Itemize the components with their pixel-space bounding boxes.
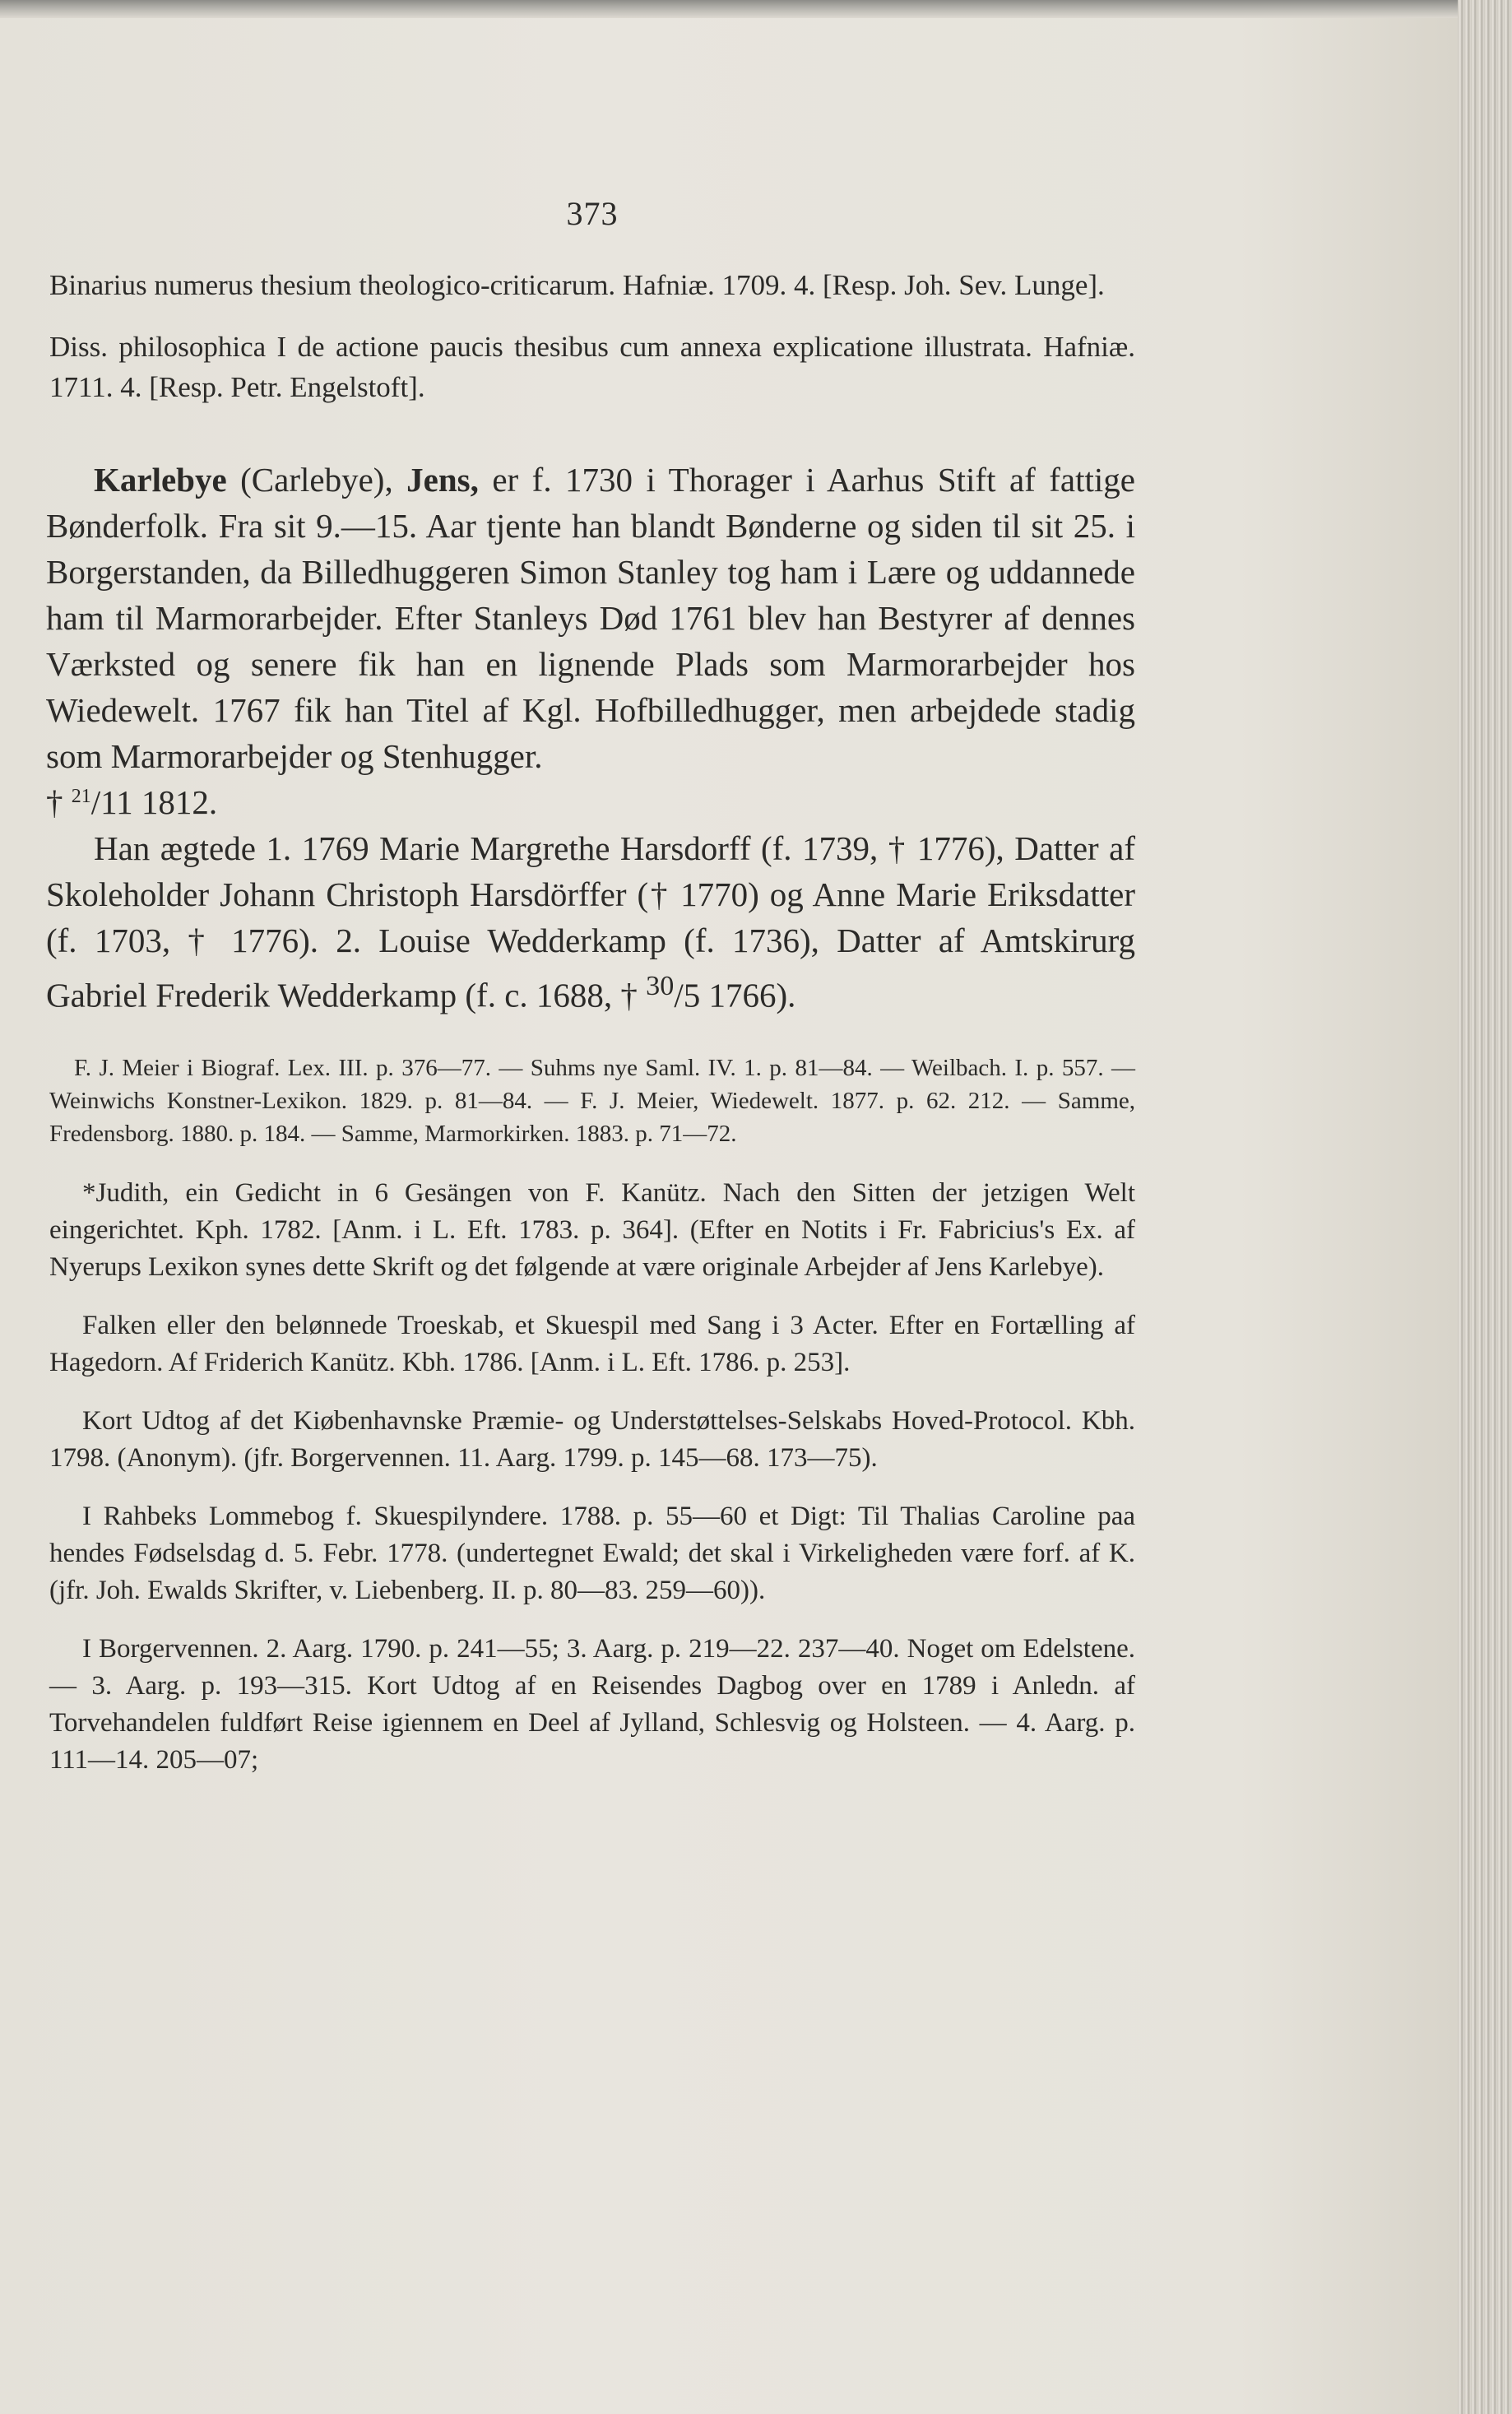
work-entry: Falken eller den belønnede Troeskab, et Skuespil med Sang i 3 Acter. Efter en Fortælling af Hagedorn. Af Friderich Kanütz. Kbh. 1786. [Anm. i L. Eft. 1786. p. 253]. [49, 1310, 1135, 1377]
marriage-death-month: /5 [674, 976, 701, 1014]
death-month: /11 [90, 783, 133, 821]
marriage-death-day: 30 [646, 971, 675, 1001]
page-number: 373 [566, 195, 619, 232]
death-year: 1812. [132, 783, 218, 821]
work-entry: Kort Udtog af det Kiøbenhavnske Præmie- og Understøttelses-Selskabs Hoved-Protocol. Kbh. 1798. (Anonym). (jfr. Borgervennen. 11. Aarg. 1799. p. 145—68. 173—75). [49, 1405, 1135, 1473]
page-content [46, 265, 1135, 1800]
marriage-paragraph [46, 825, 1135, 1019]
marriage-end: 1766). [700, 976, 796, 1014]
biography-paragraph [46, 457, 1135, 825]
references-paragraph: F. J. Meier i Biograf. Lex. III. p. 376—77. — Suhms nye Saml. IV. 1. p. 81—84. — Weilbach. I. p. 557. — Weinwichs Konstner-Lexikon. 1829. p. 81—84. — F. J. Meier, Wiedewelt. 1877. p. 62. 212. — Samme, Fredensborg. 1880. p. 184. — Samme, Marmorkirken. 1883. p. 71—72. [49, 1054, 1135, 1147]
bibliography-entry: Binarius numerus thesium theologico-criticarum. Hafniæ. 1709. 4. [Resp. Joh. Sev. Lunge]. [49, 269, 1105, 301]
entry-surname: Karlebye [94, 461, 227, 499]
death-prefix: † [46, 783, 72, 821]
marriage-text: Han ægtede 1. 1769 Marie Margrethe Harsdorff (f. 1739, † 1776), Datter af Skoleholder Johann Christoph Harsdörffer († 1770) og Anne Marie Eriksdatter (f. 1703, † 1776). 2. Louise Wedderkamp (f. 1736), Datter af Amtskirurg Gabriel Frederik Wedderkamp (f. c. 1688, † [46, 829, 1135, 1014]
work-entry: I Rahbeks Lommebog f. Skuespilyndere. 1788. p. 55—60 et Digt: Til Thalias Caroline paa hendes Fødselsdag d. 5. Febr. 1778. (undertegnet Ewald; det skal i Virkeligheden være forf. af K. (jfr. Joh. Ewalds Skrifter, v. Liebenberg. II. p. 80—83. 259—60)). [49, 1501, 1135, 1605]
death-day: 21 [71, 786, 91, 807]
page-top-edge [0, 0, 1512, 18]
entry-name-variant: (Carlebye), [226, 461, 407, 499]
bibliography-entry: Diss. philosophica I de actione paucis thesibus cum annexa explicatione illustrata. Hafniæ. 1711. 4. [Resp. Petr. Engelstoft]. [49, 331, 1135, 403]
biography-text: er f. 1730 i Thorager i Aarhus Stift af fattige Bønderfolk. Fra sit 9.—15. Aar tjente han blandt Bønderne og siden til sit 25. i Borgerstanden, da Billedhuggeren Simon Stanley tog ham i Lære og uddannede ham til Marmorarbejder. Efter Stanleys Død 1761 blev han Bestyrer af dennes Værksted og senere fik han en lignende Plads som Marmorarbejder hos Wiedewelt. 1767 fik han Titel af Kgl. Hofbilledhugger, men arbejdede stadig som Marmorarbejder og Stenhugger. [46, 461, 1135, 775]
book-spine [1458, 0, 1512, 2414]
work-entry: I Borgervennen. 2. Aarg. 1790. p. 241—55; 3. Aarg. p. 219—22. 237—40. Noget om Edelstene. — 3. Aarg. p. 193—315. Kort Udtog af en Reisendes Dagbog over en 1789 i Anledn. af Torvehandelen fuldført Reise igiennem en Deel af Jylland, Schlesvig og Holsteen. — 4. Aarg. p. 111—14. 205—07; [49, 1633, 1135, 1775]
work-entry: *Judith, ein Gedicht in 6 Gesängen von F. Kanütz. Nach den Sitten der jetzigen Welt eingerichtet. Kph. 1782. [Anm. i L. Eft. 1783. p. 364]. (Efter en Notits i Fr. Fabricius's Ex. af Nyerups Lexikon synes dette Skrift og det følgende at være originale Arbejder af Jens Karlebye). [49, 1177, 1135, 1282]
entry-first-name: Jens, [406, 461, 479, 499]
